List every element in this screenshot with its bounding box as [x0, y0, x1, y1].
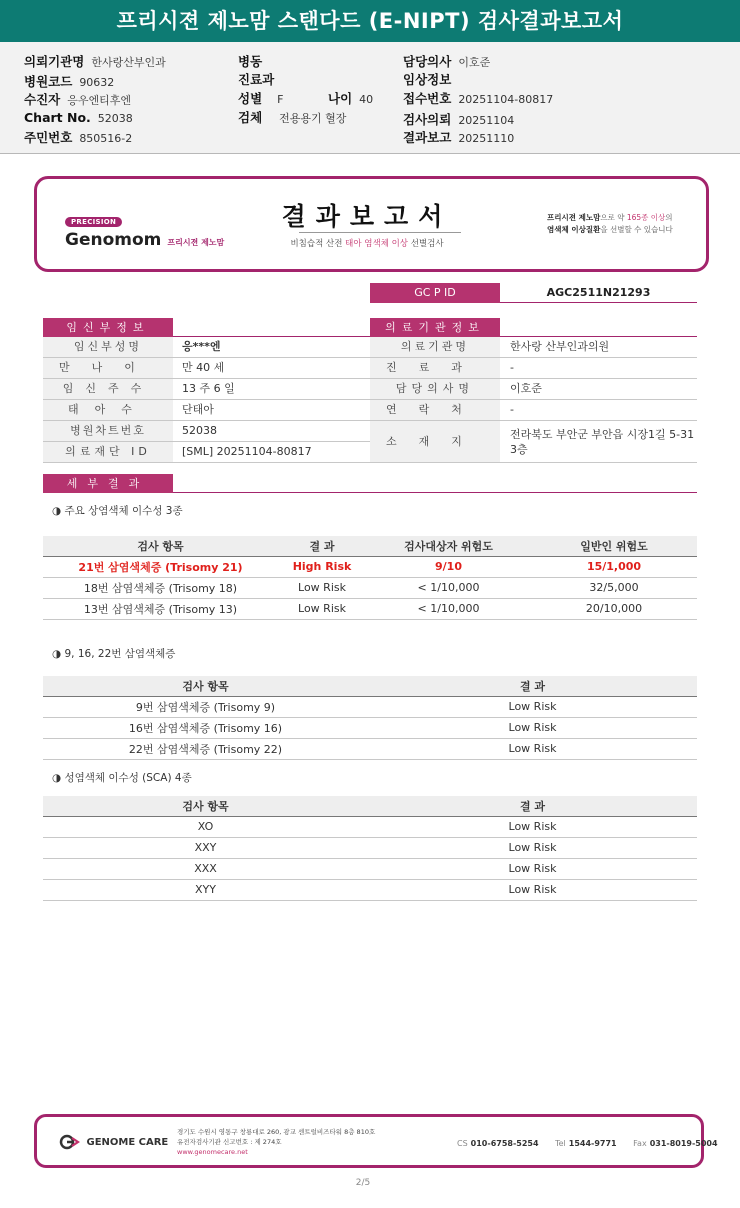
test-item-cell: 18번 삼염색체증 (Trisomy 18) [43, 577, 278, 598]
row-value: 이호준 [510, 382, 542, 395]
table-header-row [43, 676, 697, 696]
genome-care-icon [59, 1134, 83, 1150]
test-item-cell: XXY [43, 837, 368, 858]
general-risk-cell: 20/10,000 [531, 598, 697, 619]
footer-card [34, 1114, 718, 1168]
website-link[interactable]: www.genomecare.net [177, 1148, 248, 1156]
sca-heading: ◑ 성염색체 이수성 (SCA) 4종 [52, 772, 192, 784]
result-cell: Low Risk [278, 577, 366, 598]
test-item-cell: 16번 삼염색체증 (Trisomy 16) [43, 717, 368, 738]
field-label: 병원코드 [24, 74, 73, 89]
tagline-text: 의 [665, 213, 673, 222]
field-value: 20251104-80817 [458, 93, 554, 106]
row-value: - [510, 403, 514, 416]
row-value: 만 40 세 [182, 361, 225, 374]
minor-heading: ◑ 9, 16, 22번 삼염색체증 [52, 648, 176, 660]
field-value: 전용용기 혈장 [279, 112, 347, 125]
page-number: 2/5 [355, 1178, 371, 1188]
test-item-cell: XXX [43, 858, 368, 879]
result-cell: Low Risk [368, 816, 697, 837]
tagline-bold: 염색체 이상질환 [547, 225, 601, 234]
info-row-age [43, 358, 370, 379]
clinical-info-field [403, 70, 458, 88]
footer-address [177, 1127, 375, 1157]
column-header: 결 과 [368, 676, 697, 696]
row-value: 응***엔 [182, 340, 221, 353]
table-row [43, 837, 697, 858]
brand-subtitle: 프리시젼 제노맘 [167, 238, 225, 247]
field-label: Chart No. [24, 110, 91, 125]
result-report-field [403, 128, 514, 146]
test-item-cell: 9번 삼염색체증 (Trisomy 9) [43, 696, 368, 717]
registration-line: 유전자검사기관 신고번호 : 제 274호 [177, 1138, 282, 1146]
footer-contact [457, 1139, 718, 1148]
subheading-highlight: 태아 염색체 이상 [345, 239, 408, 249]
report-title-bar: 프리시젼 제노맘 스탠다드 (E-NIPT) 검사결과보고서 [0, 0, 740, 42]
test-request-field [403, 110, 514, 128]
row-label: 의료기관명 [370, 337, 500, 357]
specimen-field [238, 108, 346, 126]
general-risk-cell: 32/5,000 [531, 577, 697, 598]
table-row [43, 816, 697, 837]
field-label: 검사의뢰 [403, 112, 452, 127]
field-label: 주민번호 [24, 130, 73, 145]
column-header: 일반인 위험도 [531, 536, 697, 556]
table-header-row [43, 796, 697, 816]
row-value: 52038 [182, 424, 217, 437]
table-row [43, 696, 697, 717]
genomom-logo [65, 209, 224, 250]
row-label: 담당의사명 [370, 379, 500, 399]
row-value: 한사랑 산부인과의원 [510, 340, 610, 353]
department-field [238, 70, 281, 88]
heading-divider [299, 232, 461, 233]
tel-number: 1544-9771 [568, 1139, 617, 1148]
field-label: 성별 [238, 91, 263, 106]
report-subheading [267, 237, 467, 249]
field-label: 접수번호 [403, 91, 452, 106]
subject-risk-cell: < 1/10,000 [366, 598, 531, 619]
info-row-foundation-id [43, 442, 370, 463]
field-value: 40 [359, 93, 374, 106]
row-label: 연락처 [370, 400, 500, 420]
field-value: 20251104 [458, 114, 515, 127]
receipt-no-field [403, 89, 553, 107]
info-row-name [43, 337, 370, 358]
minor-results-table [43, 676, 697, 760]
info-row-doctor [370, 379, 697, 400]
table-row [43, 717, 697, 738]
location-line: 전라북도 부안군 부안읍 시장1길 5-31 [510, 428, 695, 441]
precision-badge: PRECISION [65, 217, 122, 227]
section-divider [173, 492, 697, 493]
gcpid-value: AGC2511N21293 [500, 283, 697, 303]
tel-label: Tel [555, 1139, 566, 1148]
table-row [43, 858, 697, 879]
field-value: 90632 [79, 76, 115, 89]
field-value: 한사랑산부인과 [91, 56, 166, 69]
address-line: 경기도 수원시 영통구 창룡대로 260, 광교 센트럴비즈타워 8층 810호 [177, 1128, 376, 1136]
subject-risk-cell: < 1/10,000 [366, 577, 531, 598]
ward-field [238, 52, 269, 70]
details-tab: 세부결과 [43, 474, 173, 493]
patient-info-panel [0, 42, 740, 154]
row-value: [SML] 20251104-80817 [182, 445, 312, 458]
field-value: 응우엔티후엔 [67, 94, 131, 107]
field-value: 52038 [97, 112, 133, 125]
field-value: 20251110 [458, 132, 515, 145]
column-header: 검사 항목 [43, 676, 368, 696]
result-cell: Low Risk [368, 717, 697, 738]
recipient-field [24, 90, 131, 108]
logo-text: GENOME CARE [86, 1137, 169, 1148]
major-results-table [43, 536, 697, 620]
brand-name [65, 230, 224, 250]
location-value [500, 421, 697, 463]
resident-no-field [24, 128, 132, 146]
sex-field [238, 89, 283, 107]
field-label: 의뢰기관명 [24, 54, 85, 69]
row-label: 임신주수 [43, 379, 173, 399]
sca-results-table [43, 796, 697, 901]
info-row-department [370, 358, 697, 379]
row-label: 병원차트번호 [43, 421, 173, 441]
field-label: 진료과 [238, 72, 275, 87]
field-value: 850516-2 [79, 132, 133, 145]
hospital-code-field [24, 72, 114, 90]
table-header-row [43, 536, 697, 556]
test-item-cell: XYY [43, 879, 368, 900]
cs-number: 010-6758-5254 [470, 1139, 539, 1148]
row-value: 13 주 6 일 [182, 382, 235, 395]
column-header: 결 과 [278, 536, 366, 556]
subheading-text: 비침습적 산전 [290, 239, 346, 249]
info-row-institution [370, 337, 697, 358]
major-heading: ◑ 주요 상염색체 이수성 3종 [52, 505, 183, 517]
location-line: 3층 [510, 443, 528, 456]
result-cell: Low Risk [368, 696, 697, 717]
chart-no-field [24, 110, 133, 125]
header-tagline [547, 212, 673, 236]
tagline-text: 으로 약 [600, 213, 627, 222]
table-row [43, 879, 697, 900]
fax-label: Fax [633, 1139, 647, 1148]
tagline-highlight: 165종 이상 [626, 213, 666, 222]
test-item-cell: XO [43, 816, 368, 837]
field-value: F [277, 93, 284, 106]
doctor-field [403, 52, 490, 70]
age-field [328, 89, 373, 107]
info-row-chart [43, 421, 370, 442]
column-header: 검사 항목 [43, 796, 368, 816]
field-label: 나이 [328, 91, 353, 106]
gcpid-label: GC P ID [370, 283, 500, 303]
subheading-text: 선별검사 [408, 239, 444, 249]
table-row [43, 577, 697, 598]
genome-care-logo [59, 1134, 168, 1150]
institution-field [24, 52, 166, 70]
row-value: 단태아 [182, 403, 214, 416]
column-header: 검사대상자 위험도 [366, 536, 531, 556]
test-item-cell: 21번 삼염색체증 (Trisomy 21) [43, 556, 278, 577]
general-risk-cell: 15/1,000 [531, 556, 697, 577]
row-label: 임신부성명 [43, 337, 173, 357]
result-cell: High Risk [278, 556, 366, 577]
tagline-text: 을 선별할 수 있습니다 [600, 225, 673, 234]
result-cell: Low Risk [368, 837, 697, 858]
table-row [43, 598, 697, 619]
field-label: 결과보고 [403, 130, 452, 145]
location-label: 소재지 [370, 421, 500, 463]
result-cell: Low Risk [278, 598, 366, 619]
test-item-cell: 13번 삼염색체증 (Trisomy 13) [43, 598, 278, 619]
field-label: 병동 [238, 54, 263, 69]
report-heading: 결과보고서 [281, 202, 453, 231]
report-header-card [34, 176, 709, 272]
field-label: 검체 [238, 110, 263, 125]
cs-label: CS [457, 1139, 468, 1148]
column-header: 검사 항목 [43, 536, 278, 556]
result-cell: Low Risk [368, 738, 697, 759]
row-value: - [510, 361, 514, 374]
tagline-brand: 프리시젼 제노맘 [547, 213, 601, 222]
column-header: 결 과 [368, 796, 697, 816]
field-value: 이호준 [458, 56, 491, 69]
pregnant-info-tab: 임신부정보 [43, 318, 173, 337]
table-row [43, 556, 697, 577]
institution-info-tab: 의료기관정보 [370, 318, 500, 337]
field-label: 임상정보 [403, 72, 452, 87]
info-row-fetus [43, 400, 370, 421]
field-label: 담당의사 [403, 54, 452, 69]
fax-number: 031-8019-5004 [649, 1139, 718, 1148]
result-cell: Low Risk [368, 879, 697, 900]
info-row-contact [370, 400, 697, 421]
subject-risk-cell: 9/10 [366, 556, 531, 577]
table-row [43, 738, 697, 759]
row-label: 진료과 [370, 358, 500, 378]
info-row-weeks [43, 379, 370, 400]
brand-text: Genomom [65, 230, 162, 250]
row-label: 의료재단 ID [43, 442, 173, 462]
result-cell: Low Risk [368, 858, 697, 879]
row-label: 태아수 [43, 400, 173, 420]
test-item-cell: 22번 삼염색체증 (Trisomy 22) [43, 738, 368, 759]
row-label: 만나이 [43, 358, 173, 378]
field-label: 수진자 [24, 92, 61, 107]
